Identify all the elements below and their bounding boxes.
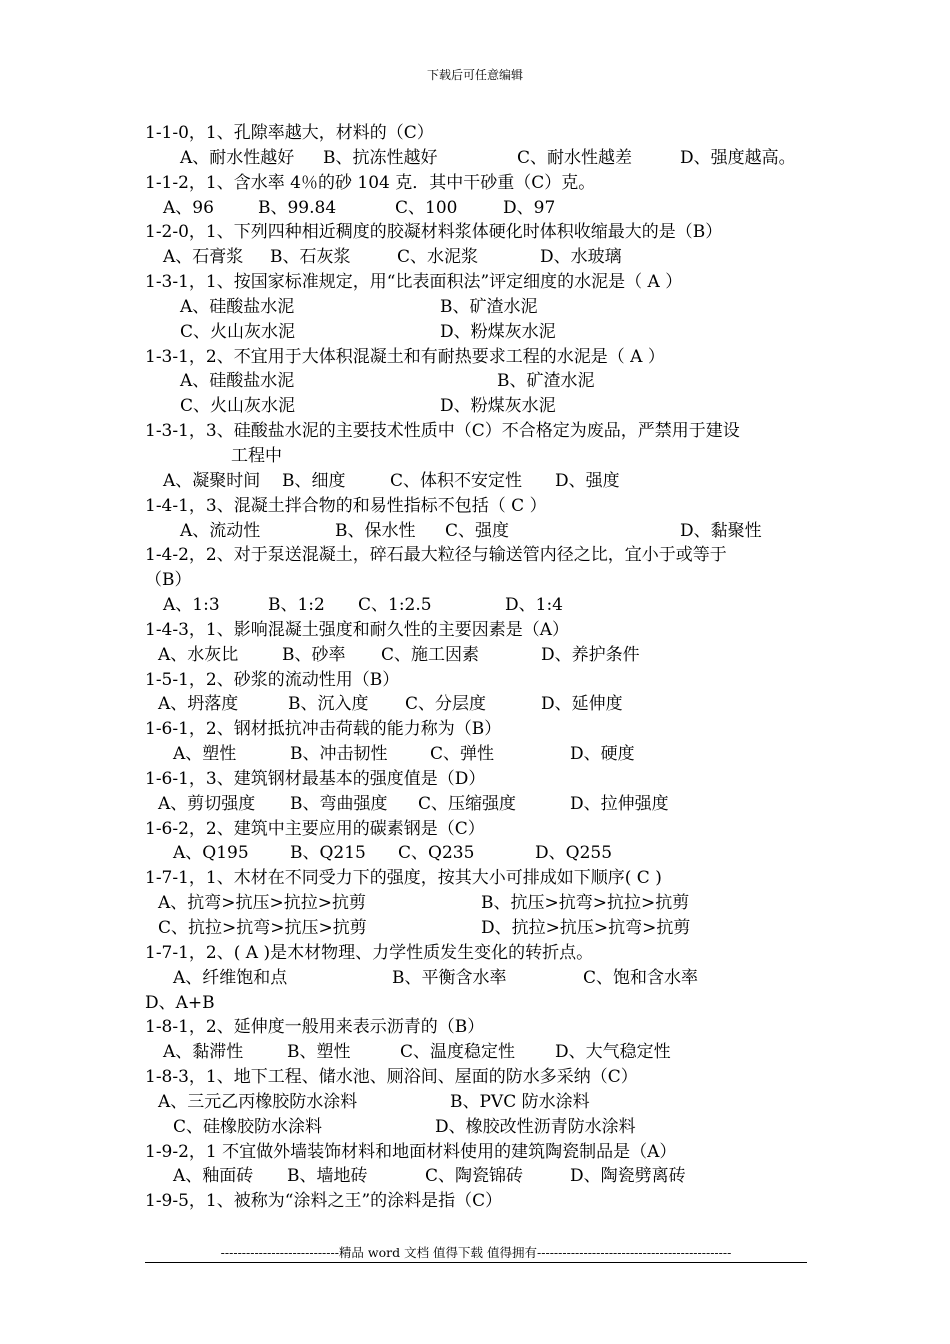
answer-option: B、Q215 bbox=[290, 843, 366, 864]
question-line: 1-8-3，1、地下工程、储水池、厕浴间、屋面的防水多采纳（C） bbox=[145, 1067, 638, 1088]
answer-option: C、硅橡胶防水涂料 bbox=[173, 1116, 323, 1137]
answer-option: A、抗弯>抗压>抗拉>抗剪 bbox=[158, 893, 367, 914]
answer-option: A、黏滞性 bbox=[163, 1042, 244, 1063]
answer-option: D、强度 bbox=[555, 470, 620, 491]
options-line bbox=[145, 1040, 810, 1065]
options-line bbox=[145, 1164, 810, 1189]
answer-option: C、压缩强度 bbox=[418, 793, 517, 814]
answer-option: B、砂率 bbox=[282, 644, 346, 665]
question-list bbox=[145, 121, 810, 1214]
question-line: 1-4-2，2、对于泵送混凝土，碎石最大粒径与输送管内径之比，宜小于或等于 bbox=[145, 545, 727, 566]
options-line bbox=[145, 891, 810, 916]
question-line: 1-7-1，1、木材在不同受力下的强度，按其大小可排成如下顺序( C ) bbox=[145, 868, 662, 889]
question-line: 1-8-1，2、延伸度一般用来表示沥青的（B） bbox=[145, 1017, 485, 1038]
answer-option: D、拉伸强度 bbox=[570, 793, 669, 814]
answer-option: A、硅酸盐水泥 bbox=[180, 296, 295, 317]
answer-option: D、水玻璃 bbox=[540, 247, 622, 268]
answer-option: A、硅酸盐水泥 bbox=[180, 371, 295, 392]
options-line bbox=[145, 245, 810, 270]
question-line: 1-4-3，1、影响混凝土强度和耐久性的主要因素是（A） bbox=[145, 619, 570, 640]
answer-option: C、强度 bbox=[445, 520, 510, 541]
options-line bbox=[145, 792, 810, 817]
answer-option: D、大气稳定性 bbox=[555, 1042, 671, 1063]
answer-option: A、凝聚时间 bbox=[163, 470, 261, 491]
answer-option: B、1:2 bbox=[268, 595, 325, 616]
options-line bbox=[145, 146, 810, 171]
options-line bbox=[145, 916, 810, 941]
page-header: 下载后可任意编辑 bbox=[426, 68, 523, 82]
answer-option: B、保水性 bbox=[335, 520, 416, 541]
answer-option: C、1:2.5 bbox=[358, 595, 432, 616]
answer-option: B、抗冻性越好 bbox=[323, 147, 438, 168]
answer-option: A、Q195 bbox=[173, 843, 249, 864]
answer-option: C、饱和含水率 bbox=[583, 967, 699, 988]
answer-option: B、墙地砖 bbox=[287, 1166, 368, 1187]
answer-option: D、Q255 bbox=[535, 843, 613, 864]
options-line bbox=[145, 643, 810, 668]
answer-option: C、体积不安定性 bbox=[390, 470, 523, 491]
answer-option: D、1:4 bbox=[505, 595, 563, 616]
answer-option: A、水灰比 bbox=[158, 644, 239, 665]
answer-option: B、细度 bbox=[282, 470, 346, 491]
question-line: 1-1-2，1、含水率 4％的砂 104 克．其中干砂重（C）克。 bbox=[145, 172, 596, 193]
question-line: 1-6-1，3、建筑钢材最基本的强度值是（D） bbox=[145, 768, 486, 789]
question-continuation: 工程中 bbox=[231, 445, 282, 466]
answer-option: D、抗拉>抗压>抗弯>抗剪 bbox=[481, 918, 691, 938]
options-line bbox=[145, 369, 810, 394]
answer-option: B、抗压>抗弯>抗拉>抗剪 bbox=[481, 893, 690, 914]
answer-option: C、抗拉>抗弯>抗压>抗剪 bbox=[158, 918, 367, 938]
footer-rule bbox=[145, 1262, 807, 1263]
answer-option: C、火山灰水泥 bbox=[180, 321, 296, 342]
question-line: 1-6-2，2、建筑中主要应用的碳素钢是（C） bbox=[145, 818, 485, 839]
options-line bbox=[145, 469, 810, 494]
answer-option: B、平衡含水率 bbox=[392, 967, 507, 988]
options-line bbox=[145, 742, 810, 767]
answer-option: B、石灰浆 bbox=[270, 247, 351, 268]
answer-option: B、塑性 bbox=[287, 1042, 351, 1063]
options-line bbox=[145, 320, 810, 345]
answer-option: D、粉煤灰水泥 bbox=[440, 321, 556, 342]
options-line bbox=[145, 692, 810, 717]
answer-option: A、纤维饱和点 bbox=[173, 967, 288, 988]
question-line: 1-3-1，3、硅酸盐水泥的主要技术性质中（C）不合格定为废品，严禁用于建设 bbox=[145, 421, 740, 442]
options-line bbox=[145, 593, 810, 618]
page-footer: ----------------------------精品 word 文档 值得下载 值得拥有---------------------------------------------- bbox=[220, 1245, 732, 1260]
answer-option: A、1:3 bbox=[163, 595, 220, 616]
answer-option: B、PVC 防水涂料 bbox=[450, 1091, 590, 1112]
answer-option: D、橡胶改性沥青防水涂料 bbox=[435, 1116, 636, 1137]
question-line: D、A+B bbox=[145, 992, 215, 1013]
question-line: 1-9-5，1、被称为“涂料之王”的涂料是指（C） bbox=[145, 1191, 503, 1212]
answer-option: C、100 bbox=[395, 197, 458, 218]
answer-option: C、水泥浆 bbox=[397, 247, 479, 268]
answer-option: D、硬度 bbox=[570, 744, 635, 765]
answer-option: D、粉煤灰水泥 bbox=[440, 396, 556, 417]
answer-option: A、坍落度 bbox=[158, 694, 239, 715]
answer-option: C、耐水性越差 bbox=[517, 147, 633, 168]
options-line bbox=[145, 841, 810, 866]
answer-option: A、三元乙丙橡胶防水涂料 bbox=[158, 1091, 358, 1112]
question-line: （B） bbox=[145, 570, 192, 591]
question-line: 1-9-2，1 不宜做外墙装饰材料和地面材料使用的建筑陶瓷制品是（A） bbox=[145, 1141, 677, 1162]
options-line bbox=[145, 519, 810, 544]
answer-option: D、延伸度 bbox=[541, 694, 623, 715]
question-line: 1-3-1，1、按国家标准规定，用“比表面积法”评定细度的水泥是（ A ） bbox=[145, 272, 683, 293]
answer-option: B、99.84 bbox=[258, 197, 337, 218]
answer-option: A、釉面砖 bbox=[173, 1166, 254, 1187]
question-line: 1-1-0，1、孔隙率越大，材料的（C） bbox=[145, 123, 434, 143]
options-line bbox=[145, 196, 810, 221]
answer-option: A、96 bbox=[163, 197, 214, 218]
answer-option: C、Q235 bbox=[398, 843, 475, 864]
answer-option: C、火山灰水泥 bbox=[180, 396, 296, 417]
answer-option: A、耐水性越好 bbox=[180, 147, 295, 168]
answer-option: C、分层度 bbox=[405, 694, 487, 715]
options-line bbox=[145, 295, 810, 320]
answer-option: A、石膏浆 bbox=[163, 247, 244, 268]
question-line: 1-5-1，2、砂浆的流动性用（B） bbox=[145, 669, 400, 690]
answer-option: A、塑性 bbox=[173, 744, 237, 765]
options-line bbox=[145, 1090, 810, 1115]
answer-option: B、沉入度 bbox=[288, 694, 369, 715]
answer-option: C、施工因素 bbox=[381, 644, 480, 665]
answer-option: D、陶瓷劈离砖 bbox=[570, 1166, 686, 1187]
answer-option: D、养护条件 bbox=[541, 644, 640, 665]
answer-option: D、黏聚性 bbox=[680, 520, 762, 541]
answer-option: D、97 bbox=[503, 197, 556, 218]
answer-option: B、矿渣水泥 bbox=[440, 296, 538, 317]
answer-option: B、矿渣水泥 bbox=[497, 371, 595, 392]
answer-option: B、冲击韧性 bbox=[290, 744, 388, 765]
question-line: 1-7-1，2、( A )是木材物理、力学性质发生变化的转折点。 bbox=[145, 942, 594, 963]
question-line: 1-3-1，2、不宜用于大体积混凝土和有耐热要求工程的水泥是（ A ） bbox=[145, 346, 665, 367]
answer-option: B、弯曲强度 bbox=[290, 793, 388, 814]
question-line: 1-4-1，3、混凝土拌合物的和易性指标不包括（ C ） bbox=[145, 495, 547, 516]
question-line: 1-2-0，1、下列四种相近稠度的胶凝材料浆体硬化时体积收缩最大的是（B） bbox=[145, 222, 723, 243]
answer-option: D、强度越高。 bbox=[680, 147, 796, 168]
answer-option: C、弹性 bbox=[430, 744, 495, 765]
answer-option: C、温度稳定性 bbox=[400, 1042, 516, 1063]
question-line: 1-6-1，2、钢材抵抗冲击荷载的能力称为（B） bbox=[145, 719, 502, 740]
options-line bbox=[145, 394, 810, 419]
answer-option: A、剪切强度 bbox=[158, 793, 256, 814]
answer-option: C、陶瓷锦砖 bbox=[425, 1166, 524, 1187]
options-line bbox=[145, 966, 810, 991]
answer-option: A、流动性 bbox=[180, 520, 261, 541]
options-line bbox=[145, 1115, 810, 1140]
